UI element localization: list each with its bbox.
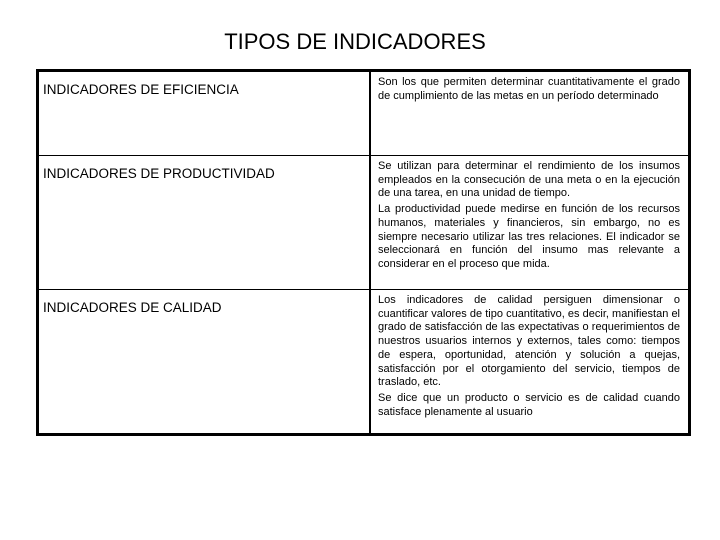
table-row-eficiencia <box>38 71 690 156</box>
description-paragraph: Se dice que un producto o servicio es de calidad cuando satisface plenamente al usuario <box>378 391 680 418</box>
table-row-productividad <box>38 156 690 290</box>
indicator-description-eficiencia <box>370 71 690 156</box>
description-paragraph: Los indicadores de calidad persiguen dimensionar o cuantificar valores de tipo cuantitativo, es decir, manifiestan el grado de satisfacción de las expectativas o requerimientos de nuestros usuarios internos y externos, tales como: tiempos de espera, oportunidad, atención y solución a quejas, satisfacción por el otorgamiento del servicio, tiempos de traslado, etc. <box>378 294 680 389</box>
indicator-name-eficiencia: INDICADORES DE EFICIENCIA <box>38 71 371 156</box>
indicator-name-calidad: INDICADORES DE CALIDAD <box>38 290 371 435</box>
table-row-calidad <box>38 290 690 435</box>
indicator-name-productividad: INDICADORES DE PRODUCTIVIDAD <box>38 156 371 290</box>
description-paragraph: Se utilizan para determinar el rendimiento de los insumos empleados en la consecución de una meta o en la ejecución de una tarea, en una unidad de tiempo. <box>378 160 680 200</box>
description-paragraph: La productividad puede medirse en función de los recursos humanos, materiales y financieros, sin embargo, no es siempre necesario utilizar las tres relaciones. El indicador se seleccionará en función del insumo mas relevante a considerar en el proceso que mida. <box>378 203 680 270</box>
indicators-table <box>36 69 691 436</box>
description-paragraph: Son los que permiten determinar cuantitativamente el grado de cumplimiento de las metas en un período determinado <box>378 76 680 102</box>
page-title: TIPOS DE INDICADORES <box>224 29 486 54</box>
indicator-description-calidad <box>370 290 690 435</box>
indicator-description-productividad <box>370 156 690 290</box>
